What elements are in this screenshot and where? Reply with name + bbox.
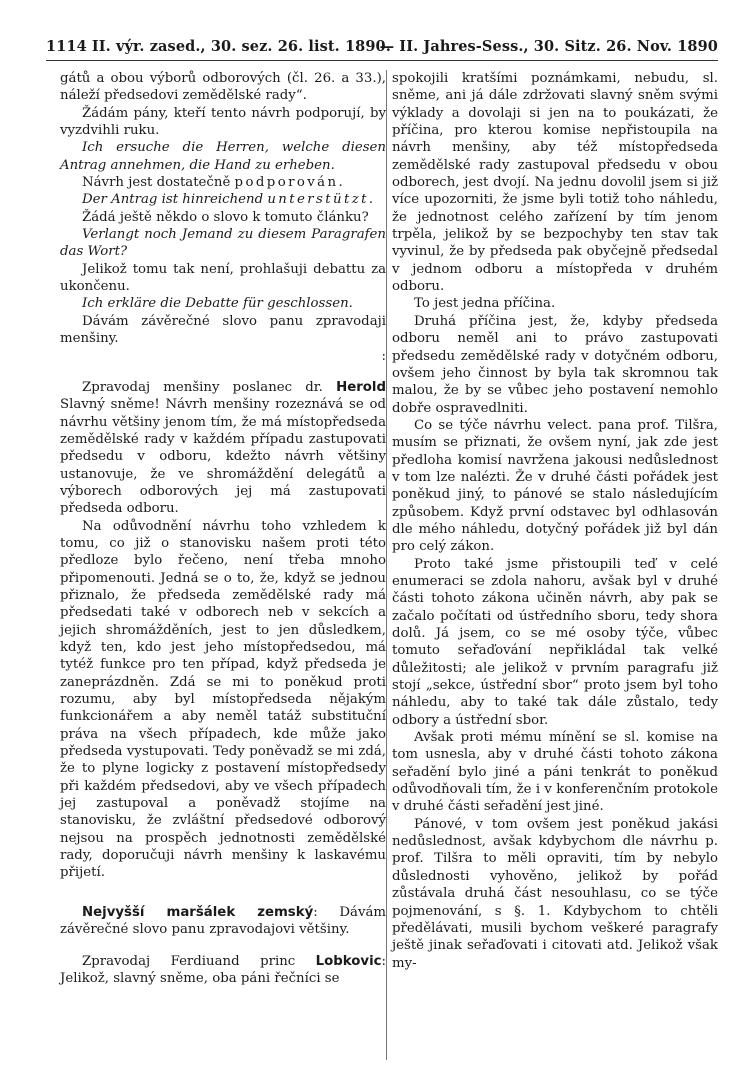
paragraph-german: Der Antrag ist hinreichend unterstützt.	[82, 192, 376, 208]
paragraph-german: Ich ersuche die Herren, welche diesen Antrag annehmen, die Hand zu erheben.	[60, 140, 386, 173]
paragraph: Pánové, v tom ovšem jest poněkud jakási nedůslednost, avšak kdybychom dle návrhu p. prof. Tilšra to měli opraviti, tím by nebylo důslednosti vyhověno, jelikož by pořád zůstávala druhá část nesouhlasu, co se týče pojmenování, s §. 1. Kdybychom to chtěli předělávati, musili bychom veškeré paragrafy ještě jinak seřaďovati i citovati atd. Jelikož však my-	[392, 816, 718, 971]
page-header	[46, 30, 718, 60]
header-left: 1114 II. výr. zased., 30. sez. 26. list. 1890.	[46, 38, 391, 55]
speaker-lobkovic: Zpravodaj Ferdiuand princ Lobkovic: Jelikož, slavný sněme, oba páni řečníci se	[60, 953, 386, 986]
header-rule	[46, 60, 718, 61]
speaker-herold: Zpravodaj menšiny poslanec dr. Herold Slavný sněme! Návrh menšiny rozeznává se od návrhu většiny jenom tím, že má místopředseda zemědělské rady v každém případu zastupovati předsedu v odboru, kdežto návrh většiny ustanovuje, že ve shromáždění delegátů a výborech odborových jej má zastupovati předseda odboru.	[60, 379, 386, 517]
paragraph: gátů a obou výborů odborových (čl. 26. a 33.), náleží předsedovi zemědělské rady“.	[60, 71, 386, 104]
speaker-marshal: Nejvyšší maršálek zemský: Dávám závěrečné slovo panu zpravodajovi většiny.	[60, 904, 387, 938]
paragraph-german: Verlangt noch Jemand zu diesem Paragrafen das Wort?	[60, 227, 386, 260]
column-divider	[386, 70, 387, 1060]
paragraph: Avšak proti mému mínění se sl. komise na tom usnesla, aby v druhé části tohoto zákona seřadění bylo jiné a páni tenkrát to poněkud odůvodňovali tím, že i v konferenčním protokole v druhé části seřadění jest jiné.	[392, 730, 718, 815]
left-column	[60, 70, 386, 987]
separator-colon: :	[381, 348, 386, 364]
paragraph: Jelikož tomu tak není, prohlašuji debattu za ukončenu.	[60, 261, 386, 295]
paragraph: Proto také jsme přistoupili teď v celé enumeraci se zdola nahoru, avšak byl v druhé části tohoto zákona učiněn návrh, aby pak se začalo počítati od ústředního sboru, tedy shora dolů. Já jsem, co se mé osoby týče, vůbec tomuto seřaďování nepřikládal tak velké důležitosti; ale jelikož v prvním paragrafu již stojí „sekce, ústřední sbor“ proto jsem byl toho náhledu, aby to také tak dále zůstalo, tedy odbory a ústřední sbor.	[392, 556, 718, 728]
right-column	[392, 70, 718, 972]
paragraph: spokojili kratšími poznámkami, nebudu, sl. sněme, ani já dále zdržovati slavný sněm svými výklady a dovolaji si jen na to poukázati, že příčina, pro kterou komise nepřistoupila na návrh menšiny, aby též místopředseda zemědělské rady zastupoval předsedu v obou odborech, jest dvojí. Na jednu dovolil jsem si již více upozorniti, že jsme byli totiž toho náhledu, že jednotnost celého zařízení by tím jenom trpěla, jelikož by se bezpochyby ten stav tak vyvinul, že by předseda pak obyčejně předsedal v jednom odboru a místopředa v druhém odboru.	[392, 71, 718, 295]
header-right: — II. Jahres-Sess., 30. Sitz. 26. Nov. 1890	[379, 38, 718, 55]
paragraph: Žádám pány, kteří tento návrh podporují, by vyzdvihli ruku.	[60, 105, 386, 139]
paragraph-german: Ich erkläre die Debatte für geschlossen.	[82, 296, 353, 312]
paragraph: Návrh jest dostatečně podporován.	[82, 175, 346, 191]
paragraph: Dávám závěrečné slovo panu zpravodaji menšiny.	[60, 313, 386, 347]
paragraph: Druhá příčina jest, že, kdyby předseda odboru neměl ani to právo zastupovati předsedu zemědělské rady v dotyčném odboru, ovšem jeho činnost by byla tak skromnou tak malou, že by se vůbec jeho postavení nemohlo dobře ospravedlniti.	[392, 313, 718, 416]
paragraph: Žádá ještě někdo o slovo k tomuto článku?	[82, 209, 369, 225]
paragraph: Na odůvodnění návrhu toho vzhledem k tomu, co již o stanovisku našem proti této předloze bylo řečeno, není třeba mnoho připomenouti. Jedná se o to, že, když se jednou přiznalo, že předseda zemědělské rady má předsedati také v odborech neb v sekcích a jejich shromážděních, jest to jen důsledkem, když ten, kdo jest jeho místopředsedou, má tytéž funkce pro ten případ, když předseda je zaneprázdněn. Zdá se mi to poněkud proti rozumu, aby byl místopředseda nějakým funkcionářem a aby neměl tatáž substituční práva na všech případech, kde může jako předseda vystupovati. Tedy poněvadž se mi zdá, že to plyne logicky z postavení místopředsedy při každém předsedovi, aby ve všech případech jej zastupoval a poněvadž stojíme na stanovisku, že zvláštní předsedové odborový nejsou na prospěch jednotnosti zemědělské rady, doporučuji návrh menšiny k laskavému přijetí.	[60, 518, 386, 881]
paragraph: To jest jedna příčina.	[414, 296, 556, 312]
paragraph: Co se týče návrhu velect. pana prof. Tilšra, musím se přiznati, že ovšem nyní, jak zde jest předloha komisí navržena jakousi nedůslednost v tom lze nalézti. Že v druhé části pořádek jest poněkud jiný, to pánové se stalo následujícím způsobem. Když první odstavec byl odhlasován dle mého náhledu, dotyčný pořádek již byl dán pro celý zákon.	[392, 417, 718, 555]
